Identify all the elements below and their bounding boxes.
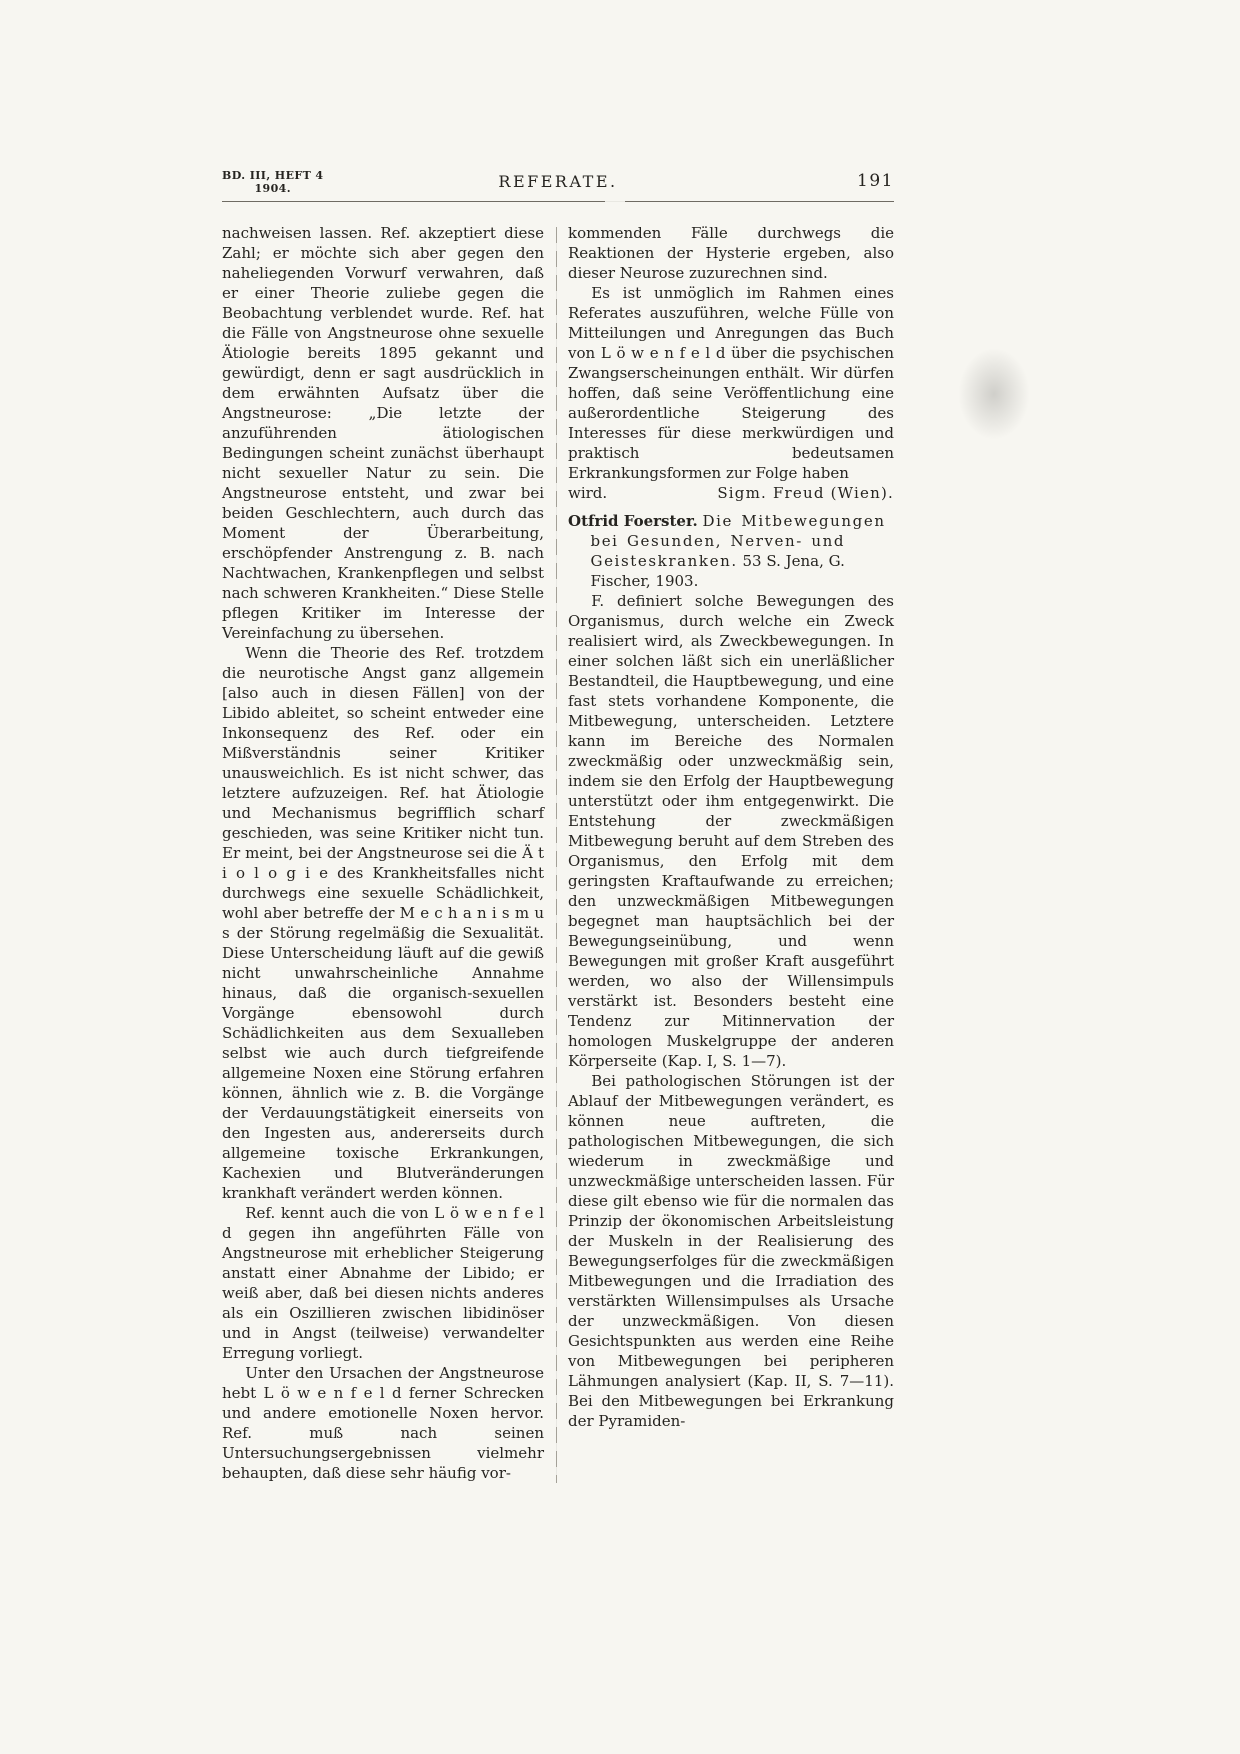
review-imprint: 53 S. Jena, G. Fischer, 1903. <box>590 552 845 590</box>
paragraph: Wenn die Theorie des Ref. trotzdem die neurotische Angst ganz allgemein [also auch in diesen Fällen] von der Libido ableitet, so scheint entweder eine Inkonsequenz des Ref. oder ein Mißverständnis seiner Kritiker unausweichlich. Es ist nicht schwer, das letztere aufzuzeigen. Ref. hat Ätiologie und Mechanismus begrifflich scharf geschieden, was seine Kritiker nicht tun. Er meint, bei der Angstneurose sei die Ä t i o l o g i e des Krankheitsfalles nicht durchwegs eine sexuelle Schädlichkeit, wohl aber betreffe der M e c h a n i s m u s der Störung regelmäßig die Sexualität. Diese Unterscheidung läuft auf die gewiß nicht unwahrscheinliche Annahme hinaus, daß die organisch-sexuellen Vorgänge ebensowohl durch Schädlichkeiten aus dem Sexualleben selbst wie auch durch tiefgreifende allgemeine Noxen eine Störung erfahren können, ähnlich wie z. B. die Vorgänge der Verdauungstätigkeit einerseits von den Ingesten aus, andererseits durch allgemeine toxische Erkrankungen, Kachexien und Blutveränderungen krankhaft verändert werden können. <box>222 644 544 1202</box>
paragraph: Ref. kennt auch die von L ö w e n f e l d gegen ihn angeführten Fälle von Angstneurose mit erheblicher Steigerung anstatt einer Abnahme der Libido; er weiß aber, daß bei diesen nichts anderes als ein Oszillieren zwischen libidinöser und in Angst (teilweise) verwandelter Erregung vorliegt. <box>222 1204 544 1362</box>
volume-line: BD. III, HEFT 4 <box>222 169 324 182</box>
volume-heft-label <box>222 170 323 195</box>
paragraph: F. definiert solche Bewegungen des Organismus, durch welche ein Zweck realisiert wird, als Zweckbewegungen. In einer solchen läßt sich ein unerläßlicher Bestandteil, die Hauptbewegung, und eine fast stets vorhandene Komponente, die Mitbewegung, unterscheiden. Letztere kann im Bereiche des Normalen zweckmäßig oder unzweckmäßig sein, indem sie den Erfolg der Hauptbewegung unterstützt oder ihm entgegenwirkt. Die Entstehung der zweckmäßigen Mitbewegung beruht auf dem Streben des Organismus, den Erfolg mit dem geringsten Kraftaufwande zu erreichen; den unzweckmäßigen Mitbewegungen begegnet man hauptsächlich bei der Bewegungseinübung, und wenn Bewegungen mit großer Kraft ausgeführt werden, wo also der Willensimpuls verstärkt ist. Besonders besteht eine Tendenz zur Mitinnervation der homologen Muskelgruppe der anderen Körperseite (Kap. I, S. 1—7). <box>568 592 894 1070</box>
review-author: Otfrid Foerster. <box>568 512 698 530</box>
review-heading <box>568 511 894 591</box>
page-content <box>222 170 894 1483</box>
sentence-end: wird. <box>568 484 608 502</box>
paragraph: kommenden Fälle durchwegs die Reaktionen der Hysterie ergeben, also dieser Neurose zuzurechnen sind. <box>568 224 894 282</box>
text-columns <box>222 223 894 1483</box>
paragraph: Unter den Ursachen der Angstneurose hebt L ö w e n f e l d ferner Schrecken und andere emotionelle Noxen hervor. Ref. muß nach seinen Untersuchungsergebnissen vielmehr behaupten, daß diese sehr häufig vor- <box>222 1364 544 1482</box>
signature-row <box>568 483 894 503</box>
header-rule <box>222 201 894 202</box>
left-column <box>222 223 544 1483</box>
paragraph: Es ist unmöglich im Rahmen eines Referates auszuführen, welche Fülle von Mitteilungen und Anregungen das Buch von L ö w e n f e l d über die psychischen Zwangserscheinungen enthält. Wir dürfen hoffen, daß seine Veröffentlichung eine außerordentliche Steigerung des Interesses für diese merkwürdigen und praktisch bedeutsamen Erkrankungsformen zur Folge haben <box>568 284 894 482</box>
page-header <box>222 170 894 195</box>
right-column <box>568 223 894 1483</box>
section-title: REFERATE. <box>498 172 618 191</box>
year-line: 1904. <box>254 181 291 195</box>
paragraph: Bei pathologischen Störungen ist der Ablauf der Mitbewegungen verändert, es können neue auftreten, die pathologischen Mitbewegungen, die sich wiederum in zweckmäßige und unzweckmäßige unterscheiden lassen. Für diese gilt ebenso wie für die normalen das Prinzip der ökonomischen Arbeitsleistung der Muskeln in der Realisierung des Bewegungserfolges für die zweckmäßigen Mitbewegungen und die Irradiation des verstärkten Willensimpulses als Ursache der unzweckmäßigen. Von diesen Gesichtspunkten aus werden eine Reihe von Mitbewegungen bei peripheren Lähmungen analysiert (Kap. II, S. 7—11). Bei den Mitbewegungen bei Erkrankung der Pyramiden- <box>568 1072 894 1430</box>
page-number: 191 <box>857 171 894 191</box>
paragraph: nachweisen lassen. Ref. akzeptiert diese Zahl; er möchte sich aber gegen den naheliegenden Vorwurf verwahren, daß er einer Theorie zuliebe gegen die Beobachtung verblendet wurde. Ref. hat die Fälle von Angstneurose ohne sexuelle Ätiologie bereits 1895 gekannt und gewürdigt, denn er sagt ausdrücklich in dem erwähnten Aufsatz über die Angstneurose: „Die letzte der anzuführenden ätiologischen Bedingungen scheint zunächst überhaupt nicht sexueller Natur zu sein. Die Angstneurose entsteht, und zwar bei beiden Geschlechtern, auch durch das Moment der Überarbeitung, erschöpfender Anstrengung z. B. nach Nachtwachen, Krankenpflegen und selbst nach schweren Krankheiten.“ Diese Stelle pflegen Kritiker im Interesse der Vereinfachung zu übersehen. <box>222 224 544 642</box>
review-title: Die Mitbewegungen bei Gesunden, Nerven- und Geisteskranken. <box>590 512 886 570</box>
author-signature: Sigm. Freud (Wien). <box>717 484 894 502</box>
column-divider <box>556 227 557 1483</box>
